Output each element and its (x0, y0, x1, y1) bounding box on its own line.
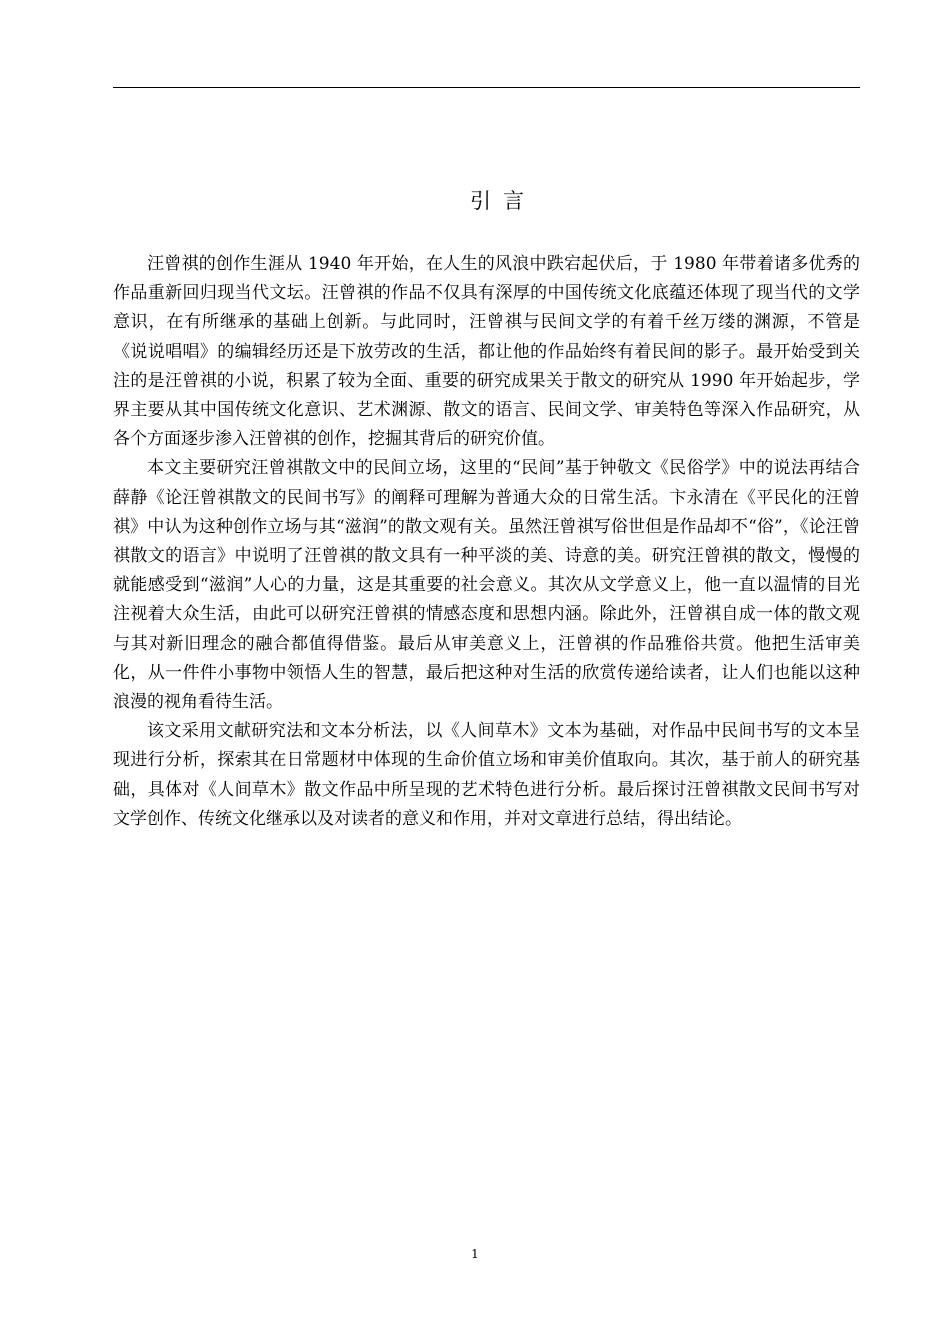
header-rule (113, 87, 860, 88)
section-title: 引言 (470, 189, 536, 213)
body-text (113, 250, 860, 834)
page-number: 1 (471, 1247, 479, 1261)
paragraph-2: 本文主要研究汪曾祺散文中的民间立场，这里的“民间”基于钟敬文《民俗学》中的说法再结合薛静《论汪曾祺散文的民间书写》的阐释可理解为普通大众的日常生活。卞永清在《平民化的汪曾祺》中认为这种创作立场与其“滋润”的散文观有关。虽然汪曾祺写俗世但是作品却不“俗”，《论汪曾祺散文的语言》中说明了汪曾祺的散文具有一种平淡的美、诗意的美。研究汪曾祺的散文，慢慢的就能感受到“滋润”人心的力量，这是其重要的社会意义。其次从文学意义上，他一直以温情的目光注视着大众生活，由此可以研究汪曾祺的情感态度和思想内涵。除此外，汪曾祺自成一体的散文观与其对新旧理念的融合都值得借鉴。最后从审美意义上，汪曾祺的作品雅俗共赏。他把生活审美化，从一件件小事物中领悟人生的智慧，最后把这种对生活的欣赏传递给读者，让人们也能以这种浪漫的视角看待生活。 (113, 458, 860, 713)
paragraph-3: 该文采用文献研究法和文本分析法，以《人间草木》文本为基础，对作品中民间书写的文本呈现进行分析，探索其在日常题材中体现的生命价值立场和审美价值取向。其次，基于前人的研究基础，具体对《人间草木》散文作品中所呈现的艺术特色进行分析。最后探讨汪曾祺散文民间书写对文学创作、传统文化继承以及对读者的意义和作用，并对文章进行总结，得出结论。 (113, 721, 860, 829)
paragraph-1: 汪曾祺的创作生涯从 1940 年开始，在人生的风浪中跌宕起伏后，于 1980 年带着诸多优秀的作品重新回归现当代文坛。汪曾祺的作品不仅具有深厚的中国传统文化底蕴还体现了现当代的文学意识，在有所继承的基础上创新。与此同时，汪曾祺与民间文学的有着千丝万缕的渊源，不管是《说说唱唱》的编辑经历还是下放劳改的生活，都让他的作品始终有着民间的影子。最开始受到关注的是汪曾祺的小说，积累了较为全面、重要的研究成果关于散文的研究从 1990 年开始起步，学界主要从其中国传统文化意识、艺术渊源、散文的语言、民间文学、审美特色等深入作品研究，从各个方面逐步渗入汪曾祺的创作，挖掘其背后的研究价值。 (113, 254, 860, 450)
